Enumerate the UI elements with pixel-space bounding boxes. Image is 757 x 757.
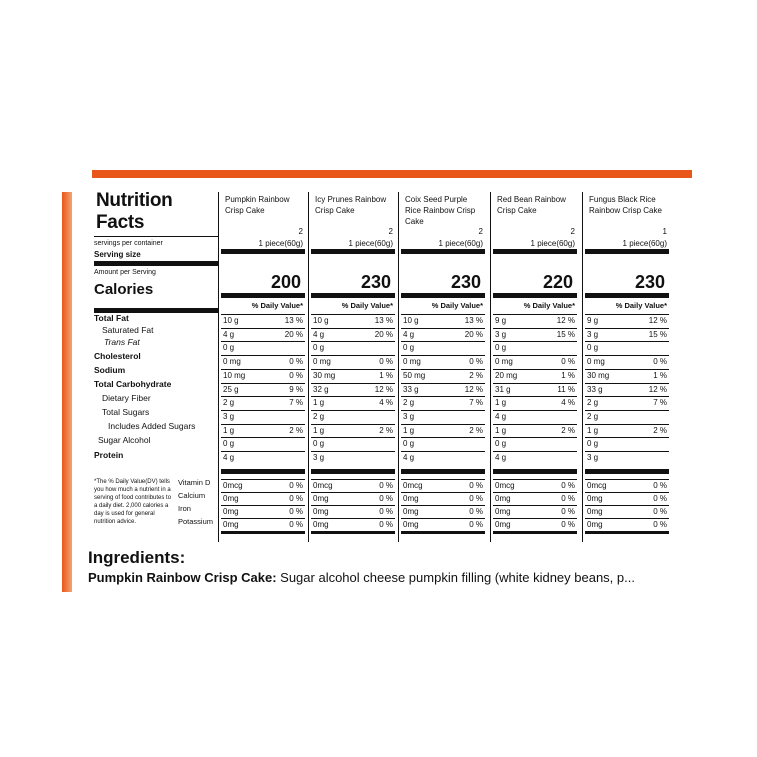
nutrient-amount: 3 g xyxy=(313,453,325,462)
nutrient-dv: 0 % xyxy=(289,370,303,380)
row-divider xyxy=(585,396,669,397)
servings-value: 2 xyxy=(298,227,303,236)
vitamin-label: Iron xyxy=(178,504,191,513)
dv-footnote: *The % Daily Value(DV) tells you how much a nutrient in a serving of food contributes to a daily diet. 2,000 calories a day is used for general nutrition advice. xyxy=(94,479,172,525)
serving-size-value: 1 piece(60g) xyxy=(530,239,575,248)
nutrient-amount: 30 mg xyxy=(587,370,610,380)
nutrient-dv: 15 % xyxy=(556,329,575,339)
row-divider xyxy=(311,451,395,452)
row-divider xyxy=(493,492,577,493)
nutrient-dv: 0 % xyxy=(469,357,483,367)
row-divider xyxy=(493,314,577,315)
vitamin-amount: 0mg xyxy=(223,520,239,529)
nutrient-amount: 3 g xyxy=(403,411,415,421)
nutrient-amount: 3 g xyxy=(587,453,599,462)
divider-thick xyxy=(311,293,395,298)
row-divider xyxy=(401,492,485,493)
orange-band-top xyxy=(92,170,692,178)
nutrient-amount: 1 g xyxy=(587,425,599,435)
nutrient-label: Includes Added Sugars xyxy=(108,421,196,431)
calories-value: 230 xyxy=(450,272,481,292)
vitamin-dv: 0 % xyxy=(561,520,575,529)
row-divider xyxy=(401,328,485,329)
vitamin-amount: 0mg xyxy=(587,520,603,529)
nutrient-dv: 2 % xyxy=(469,425,483,435)
calories-value: 230 xyxy=(634,272,665,292)
row-divider xyxy=(585,328,669,329)
vitamin-dv: 0 % xyxy=(653,481,667,490)
vitamin-amount: 0mg xyxy=(313,494,329,503)
row-divider xyxy=(493,341,577,342)
nutrient-dv: 1 % xyxy=(379,370,393,380)
row-divider xyxy=(221,492,305,493)
nutrient-amount: 0 g xyxy=(403,343,415,353)
nutrient-amount: 31 g xyxy=(495,384,511,394)
row-divider xyxy=(221,355,305,356)
nutrient-amount: 10 mg xyxy=(223,370,246,380)
row-divider xyxy=(311,328,395,329)
row-divider xyxy=(585,410,669,411)
row-divider xyxy=(401,396,485,397)
vitamin-dv: 0 % xyxy=(561,494,575,503)
nutrient-amount: 4 g xyxy=(495,411,507,421)
divider-thick xyxy=(493,249,577,254)
vitamin-amount: 0mg xyxy=(403,494,419,503)
nutrient-amount: 33 g xyxy=(587,384,603,394)
nutrient-amount: 33 g xyxy=(403,384,419,394)
vitamin-dv: 0 % xyxy=(561,481,575,490)
nutrient-dv: 12 % xyxy=(556,316,575,325)
nutrient-dv: 12 % xyxy=(464,384,483,394)
row-divider xyxy=(311,410,395,411)
nutrient-dv: 2 % xyxy=(379,425,393,435)
row-divider xyxy=(401,341,485,342)
row-divider xyxy=(311,355,395,356)
nutrient-amount: 0 mg xyxy=(495,357,513,367)
nutrient-amount: 1 g xyxy=(313,398,325,408)
nutrient-amount: 4 g xyxy=(223,329,235,339)
vitamin-amount: 0mg xyxy=(495,494,511,503)
nutrient-dv: 0 % xyxy=(379,357,393,367)
vitamin-dv: 0 % xyxy=(469,494,483,503)
row-divider xyxy=(401,518,485,519)
row-divider xyxy=(221,424,305,425)
nutrient-amount: 3 g xyxy=(495,329,507,339)
divider-thick xyxy=(221,249,305,254)
row-divider xyxy=(493,396,577,397)
vitamin-amount: 0mg xyxy=(587,494,603,503)
row-divider xyxy=(493,437,577,438)
nutrient-amount: 2 g xyxy=(223,398,235,408)
nutrient-amount: 0 g xyxy=(495,343,507,353)
nutrient-dv: 7 % xyxy=(289,398,303,408)
nutrient-amount: 1 g xyxy=(223,425,235,435)
vitamin-dv: 0 % xyxy=(289,507,303,516)
nutrient-amount: 0 g xyxy=(313,439,325,449)
row-divider xyxy=(401,505,485,506)
nutrient-dv: 2 % xyxy=(289,425,303,435)
dv-header: % Daily Value* xyxy=(341,301,393,310)
divider-thick xyxy=(311,249,395,254)
row-divider xyxy=(401,451,485,452)
vitamin-amount: 0mg xyxy=(313,507,329,516)
nutrient-dv: 20 % xyxy=(284,329,303,339)
divider-thick xyxy=(401,249,485,254)
nutrient-amount: 1 g xyxy=(313,425,325,435)
vitamin-dv: 0 % xyxy=(469,520,483,529)
vitamin-dv: 0 % xyxy=(379,494,393,503)
calories-label: Calories xyxy=(94,281,154,298)
row-divider xyxy=(311,518,395,519)
row-divider xyxy=(585,314,669,315)
nutrient-label: Total Carbohydrate xyxy=(94,379,172,389)
nutrient-label: Protein xyxy=(94,450,124,460)
row-divider xyxy=(585,355,669,356)
vitamin-amount: 0mg xyxy=(495,520,511,529)
row-divider xyxy=(493,451,577,452)
row-divider xyxy=(585,424,669,425)
nutrient-amount: 0 mg xyxy=(223,357,241,367)
row-divider xyxy=(221,314,305,315)
nutrient-dv: 4 % xyxy=(561,398,575,408)
vitamin-amount: 0mcg xyxy=(495,481,515,490)
row-divider xyxy=(401,437,485,438)
row-divider xyxy=(401,479,485,480)
nutrient-dv: 2 % xyxy=(469,370,483,380)
nutrient-dv: 13 % xyxy=(374,316,393,325)
divider-thick xyxy=(493,469,577,474)
vitamin-dv: 0 % xyxy=(379,507,393,516)
nutrient-amount: 25 g xyxy=(223,384,239,394)
nutrient-label: Trans Fat xyxy=(104,337,140,347)
nutrient-amount: 1 g xyxy=(495,425,507,435)
nutrient-amount: 0 g xyxy=(495,439,507,449)
divider-thick xyxy=(221,293,305,298)
row-divider xyxy=(221,518,305,519)
product-column xyxy=(308,192,397,542)
divider-thick xyxy=(221,531,305,534)
vitamin-dv: 0 % xyxy=(653,507,667,516)
nutrient-amount: 0 g xyxy=(313,343,325,353)
nutrient-amount: 0 g xyxy=(223,439,235,449)
serving-size-value: 1 piece(60g) xyxy=(348,239,393,248)
row-divider xyxy=(221,328,305,329)
nutrient-label: Cholesterol xyxy=(94,351,141,361)
vitamin-label: Vitamin D xyxy=(178,478,211,487)
vitamin-dv: 0 % xyxy=(289,494,303,503)
vitamin-amount: 0mcg xyxy=(403,481,423,490)
divider-thick xyxy=(311,469,395,474)
row-divider xyxy=(585,451,669,452)
nutrient-dv: 1 % xyxy=(653,370,667,380)
row-divider xyxy=(311,505,395,506)
nutrient-dv: 1 % xyxy=(561,370,575,380)
product-name: Fungus Black Rice Rainbow Crisp Cake xyxy=(589,195,662,215)
vitamin-amount: 0mcg xyxy=(587,481,607,490)
vitamin-amount: 0mg xyxy=(223,507,239,516)
row-divider xyxy=(401,383,485,384)
product-column xyxy=(398,192,487,542)
serving-size-label: Serving size xyxy=(94,250,141,259)
nutrient-dv: 12 % xyxy=(648,384,667,394)
nutrient-amount: 20 mg xyxy=(495,370,518,380)
row-divider xyxy=(221,479,305,480)
ingredients-product: Pumpkin Rainbow Crisp Cake: xyxy=(88,570,277,585)
nutrient-label: Sodium xyxy=(94,365,126,375)
row-divider xyxy=(311,437,395,438)
vitamin-dv: 0 % xyxy=(379,481,393,490)
row-divider xyxy=(585,518,669,519)
nutrient-label: Sugar Alcohol xyxy=(98,435,151,445)
nutrient-amount: 10 g xyxy=(313,316,329,325)
divider-thick xyxy=(311,531,395,534)
nutrient-amount: 4 g xyxy=(223,453,235,462)
vitamin-dv: 0 % xyxy=(289,481,303,490)
nutrient-amount: 0 g xyxy=(587,439,599,449)
row-divider xyxy=(401,355,485,356)
nutrient-dv: 0 % xyxy=(561,357,575,367)
row-divider xyxy=(311,396,395,397)
nutrient-amount: 30 mg xyxy=(313,370,336,380)
nutrient-amount: 4 g xyxy=(495,453,507,462)
nutrient-amount: 4 g xyxy=(403,329,415,339)
vitamin-dv: 0 % xyxy=(469,507,483,516)
calories-value: 220 xyxy=(542,272,573,292)
row-divider xyxy=(311,492,395,493)
row-divider xyxy=(493,410,577,411)
servings-value: 1 xyxy=(662,227,667,236)
row-divider xyxy=(311,314,395,315)
vitamin-amount: 0mg xyxy=(223,494,239,503)
divider-thick xyxy=(401,293,485,298)
row-divider xyxy=(311,369,395,370)
vitamin-dv: 0 % xyxy=(561,507,575,516)
nutrient-dv: 4 % xyxy=(379,398,393,408)
row-divider xyxy=(401,424,485,425)
nutrient-dv: 7 % xyxy=(469,398,483,408)
divider-thick xyxy=(585,531,669,534)
vitamin-label: Potassium xyxy=(178,517,214,526)
product-name: Red Bean Rainbow Crisp Cake xyxy=(497,195,566,215)
dv-header: % Daily Value* xyxy=(523,301,575,310)
nutrient-amount: 32 g xyxy=(313,384,329,394)
nutrient-dv: 2 % xyxy=(653,425,667,435)
nutrient-dv: 13 % xyxy=(284,316,303,325)
row-divider xyxy=(221,505,305,506)
vitamin-amount: 0mcg xyxy=(313,481,333,490)
nutrient-amount: 10 g xyxy=(223,316,239,325)
vitamin-dv: 0 % xyxy=(653,520,667,529)
row-divider xyxy=(493,505,577,506)
row-divider xyxy=(221,341,305,342)
divider xyxy=(94,236,218,237)
nutrient-amount: 9 g xyxy=(587,316,599,325)
servings-label: servings per container xyxy=(94,240,163,247)
row-divider xyxy=(401,314,485,315)
serving-size-value: 1 piece(60g) xyxy=(622,239,667,248)
nutrient-amount: 2 g xyxy=(403,398,415,408)
nutrient-amount: 4 g xyxy=(313,329,325,339)
row-divider xyxy=(493,424,577,425)
row-divider xyxy=(493,383,577,384)
vitamin-amount: 0mg xyxy=(313,520,329,529)
divider-thick xyxy=(585,293,669,298)
nutrient-amount: 3 g xyxy=(223,411,235,421)
servings-value: 2 xyxy=(478,227,483,236)
nutrient-dv: 0 % xyxy=(289,357,303,367)
product-name: Pumpkin Rainbow Crisp Cake xyxy=(225,195,290,215)
nutrient-dv: 9 % xyxy=(289,384,303,394)
divider-thick xyxy=(221,469,305,474)
nutrient-amount: 2 g xyxy=(313,411,325,421)
nutrient-amount: 2 g xyxy=(587,411,599,421)
product-column xyxy=(582,192,671,542)
nutrient-dv: 13 % xyxy=(464,316,483,325)
product-column xyxy=(490,192,579,542)
nutrient-label: Saturated Fat xyxy=(102,325,154,335)
row-divider xyxy=(401,369,485,370)
row-divider xyxy=(493,355,577,356)
serving-size-value: 1 piece(60g) xyxy=(438,239,483,248)
row-divider xyxy=(585,437,669,438)
row-divider xyxy=(585,505,669,506)
row-divider xyxy=(311,383,395,384)
row-divider xyxy=(585,341,669,342)
nutrient-amount: 0 g xyxy=(223,343,235,353)
nutrient-dv: 2 % xyxy=(561,425,575,435)
nutrient-dv: 12 % xyxy=(648,316,667,325)
row-divider xyxy=(311,479,395,480)
product-name: Coix Seed Purple Rice Rainbow Crisp Cake xyxy=(405,195,476,226)
servings-value: 2 xyxy=(570,227,575,236)
divider-thick xyxy=(585,249,669,254)
ingredients-heading: Ingredients: xyxy=(88,548,186,567)
dv-header: % Daily Value* xyxy=(615,301,667,310)
vitamin-dv: 0 % xyxy=(469,481,483,490)
nutrient-dv: 7 % xyxy=(653,398,667,408)
nutrient-amount: 50 mg xyxy=(403,370,426,380)
vitamin-amount: 0mg xyxy=(495,507,511,516)
row-divider xyxy=(221,451,305,452)
row-divider xyxy=(585,479,669,480)
ingredients-text: Sugar alcohol cheese pumpkin filling (white kidney beans, p... xyxy=(276,570,635,585)
row-divider xyxy=(493,369,577,370)
servings-value: 2 xyxy=(388,227,393,236)
nutrient-amount: 9 g xyxy=(495,316,507,325)
row-divider xyxy=(493,518,577,519)
divider-thick xyxy=(493,293,577,298)
row-divider xyxy=(401,410,485,411)
row-divider xyxy=(585,383,669,384)
nutrient-dv: 0 % xyxy=(653,357,667,367)
row-divider xyxy=(221,369,305,370)
vitamin-amount: 0mg xyxy=(587,507,603,516)
vitamin-amount: 0mg xyxy=(403,520,419,529)
nutrient-dv: 20 % xyxy=(374,329,393,339)
facts-panel xyxy=(94,190,218,540)
row-divider xyxy=(221,410,305,411)
row-divider xyxy=(493,479,577,480)
facts-title: Nutrition Facts xyxy=(96,190,173,233)
serving-size-value: 1 piece(60g) xyxy=(258,239,303,248)
nutrient-dv: 15 % xyxy=(648,329,667,339)
nutrient-amount: 0 mg xyxy=(587,357,605,367)
row-divider xyxy=(221,383,305,384)
nutrient-amount: 1 g xyxy=(495,398,507,408)
vitamin-dv: 0 % xyxy=(653,494,667,503)
product-name: Icy Prunes Rainbow Crisp Cake xyxy=(315,195,387,215)
nutrient-label: Total Fat xyxy=(94,313,129,323)
divider-thick xyxy=(401,469,485,474)
row-divider xyxy=(311,424,395,425)
vitamin-amount: 0mg xyxy=(403,507,419,516)
nutrient-amount: 0 mg xyxy=(403,357,421,367)
nutrient-amount: 2 g xyxy=(587,398,599,408)
amount-per-serving: Amount per Serving xyxy=(94,269,156,276)
vitamin-amount: 0mcg xyxy=(223,481,243,490)
nutrient-dv: 11 % xyxy=(557,384,575,394)
row-divider xyxy=(493,328,577,329)
row-divider xyxy=(585,369,669,370)
nutrient-amount: 1 g xyxy=(403,425,415,435)
calories-value: 230 xyxy=(360,272,391,292)
ingredients-line xyxy=(88,570,678,585)
row-divider xyxy=(221,396,305,397)
row-divider xyxy=(585,492,669,493)
dv-header: % Daily Value* xyxy=(431,301,483,310)
orange-band-left xyxy=(62,192,72,592)
nutrient-amount: 4 g xyxy=(403,453,415,462)
vitamin-dv: 0 % xyxy=(289,520,303,529)
nutrient-dv: 20 % xyxy=(464,329,483,339)
divider-thick xyxy=(94,261,218,266)
product-column xyxy=(218,192,307,542)
vitamin-label: Calcium xyxy=(178,491,206,500)
calories-value: 200 xyxy=(270,272,301,292)
nutrient-amount: 10 g xyxy=(403,316,419,325)
vitamin-dv: 0 % xyxy=(379,520,393,529)
row-divider xyxy=(221,437,305,438)
nutrient-label: Total Sugars xyxy=(102,407,150,417)
nutrient-label: Dietary Fiber xyxy=(102,393,151,403)
divider-thick xyxy=(401,531,485,534)
nutrient-amount: 3 g xyxy=(587,329,599,339)
divider-thick xyxy=(585,469,669,474)
divider-thick xyxy=(493,531,577,534)
nutrient-amount: 0 g xyxy=(587,343,599,353)
dv-header: % Daily Value* xyxy=(251,301,303,310)
nutrient-amount: 0 g xyxy=(403,439,415,449)
nutrient-amount: 0 mg xyxy=(313,357,331,367)
nutrient-dv: 12 % xyxy=(374,384,393,394)
row-divider xyxy=(311,341,395,342)
